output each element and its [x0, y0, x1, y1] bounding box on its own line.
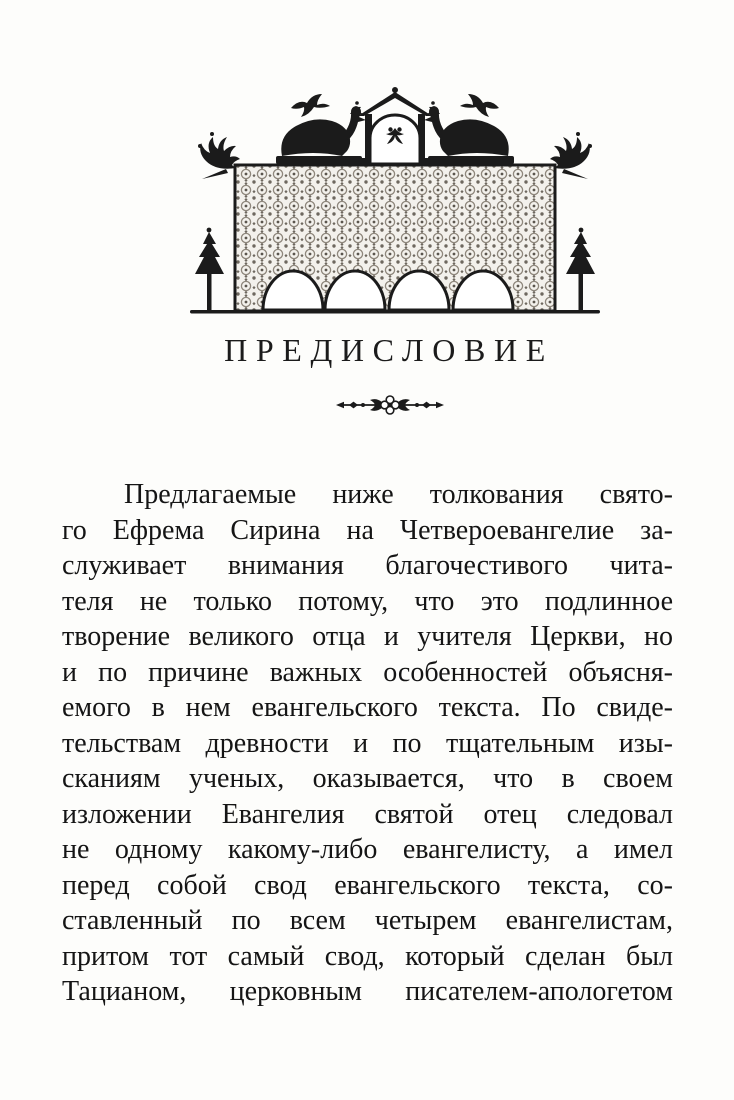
divider-ornament-icon	[335, 394, 445, 416]
text-line: Предлагаемые ниже толкования свято-	[124, 479, 673, 510]
text-line: притом тот самый свод, который сделан был	[62, 940, 673, 972]
preface-text	[62, 477, 673, 1010]
text-line: перед собой свод евангельского текста, со-	[62, 869, 673, 901]
text-line: емого в нем евангельского текста. По свиде-	[62, 692, 673, 723]
text-line: творение великого отца и учителя Церкви, но	[62, 621, 673, 652]
text-line: го Ефрема Сирина на Четвероевангелие за-	[62, 514, 673, 546]
text-line: не одному какому-либо евангелисту, а имел	[62, 834, 673, 865]
text-line: и по причине важных особенностей объясня-	[62, 656, 673, 688]
text-line: изложении Евангелия святой отец следовал	[62, 798, 673, 830]
text-line: тельствам древности и по тщательным изы-	[62, 727, 673, 759]
text-line: Тацианом, церковным писателем-апологетом	[62, 976, 673, 1007]
text-line: сканиям ученых, оказывается, что в своем	[62, 763, 673, 794]
text-line: служивает внимания благочестивого чита-	[62, 550, 673, 581]
page-title: ПРЕДИСЛОВИЕ	[224, 332, 554, 368]
text-line: ставленный по всем четырем евангелистам,	[62, 905, 673, 936]
headpiece-ornament-icon	[190, 86, 600, 316]
text-line: теля не только потому, что это подлинное	[62, 585, 673, 617]
